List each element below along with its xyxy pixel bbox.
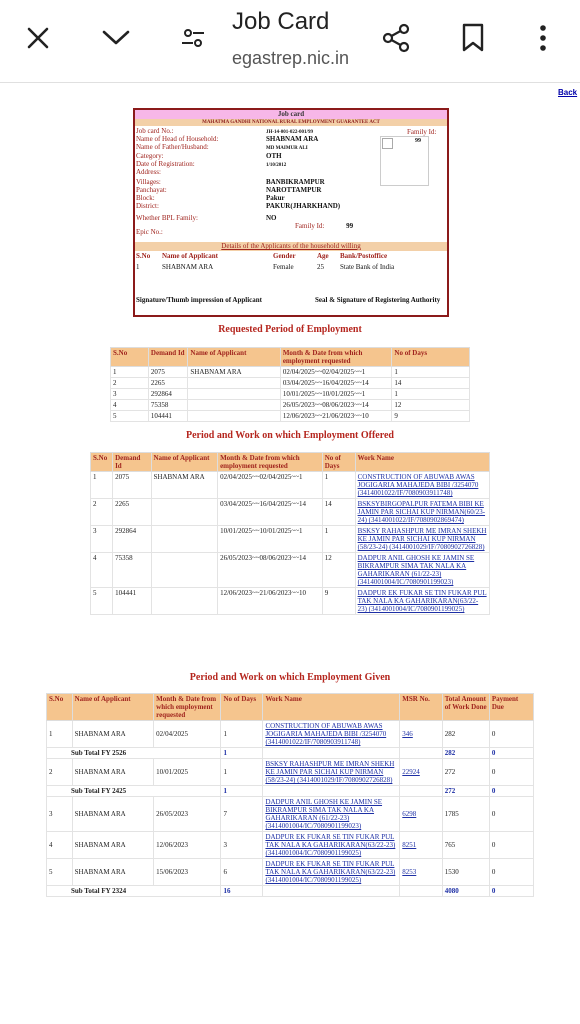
table-cell — [188, 411, 280, 422]
job-card-field — [136, 135, 376, 143]
table-cell: 1 — [111, 367, 149, 378]
broken-image-icon — [382, 138, 393, 149]
field-label: Panchayat: — [136, 186, 167, 194]
table-cell: 6 — [221, 859, 263, 886]
column-header: S.No — [111, 348, 149, 367]
subtotal-row — [47, 786, 534, 797]
offered-work-table — [90, 452, 490, 615]
job-card-field — [136, 186, 376, 194]
table-cell: 7 — [221, 797, 263, 832]
empty-cell — [400, 786, 442, 797]
field-label: Block: — [136, 194, 155, 202]
table-cell: 3 — [221, 832, 263, 859]
close-icon[interactable] — [20, 20, 56, 56]
empty-cell — [263, 786, 400, 797]
table-cell: 2 — [111, 378, 149, 389]
table-cell: 5 — [47, 859, 73, 886]
applicant-cell: SHABNAM ARA — [162, 263, 214, 271]
given-work-table — [46, 693, 534, 897]
table-cell: 3 — [111, 389, 149, 400]
table-header-row — [47, 694, 534, 721]
table-cell — [400, 832, 442, 859]
field-value: PAKUR(JHARKHAND) — [266, 202, 341, 210]
table-cell: 2265 — [148, 378, 187, 389]
requested-period-title: Requested Period of Employment — [218, 324, 362, 335]
work-name-link[interactable]: DADPUR EK FUKAR SE TIN FUKAR PUL TAK NALA KA GAHARIKARAN(63/22-23) (3414001004/IC/7080901199025) — [357, 589, 487, 613]
work-name-link[interactable]: BSKSYBIRGOPALPUR FATEMA BIBI KE JAMIN PAR SICHAI KUP NIRMAN(60/23-24) (3414001022/IF/7080902869474) — [357, 500, 486, 524]
table-row — [111, 400, 470, 411]
field-value: NAROTTAMPUR — [266, 186, 322, 194]
field-value: BANBIKRAMPUR — [266, 178, 325, 186]
applicant-photo — [380, 136, 429, 186]
table-row — [47, 721, 534, 748]
applicant-cell: Female — [273, 263, 294, 271]
table-row — [91, 526, 490, 553]
table-row — [47, 797, 534, 832]
table-cell: 0 — [489, 859, 533, 886]
job-card-field — [136, 202, 376, 210]
table-cell: 0 — [489, 721, 533, 748]
table-cell: 14 — [392, 378, 470, 389]
table-cell: 5 — [111, 411, 149, 422]
applicant-header-cell: Name of Applicant — [162, 252, 218, 260]
field-label: Date of Registration: — [136, 160, 195, 168]
table-cell: 10/01/2025~~10/01/2025~~1 — [280, 389, 392, 400]
msr-link[interactable]: 8253 — [402, 868, 417, 876]
subtotal-amount: 4080 — [442, 886, 489, 897]
table-cell: 1 — [221, 721, 263, 748]
table-cell: 3 — [47, 797, 73, 832]
table-cell — [151, 526, 218, 553]
table-cell: 5 — [91, 588, 113, 615]
offered-work-title: Period and Work on which Employment Offered — [186, 430, 394, 441]
subtotal-label: Sub Total FY 2324 — [47, 886, 221, 897]
table-cell: 12 — [322, 553, 355, 588]
subtotal-label: Sub Total FY 2425 — [47, 786, 221, 797]
table-cell: 15/06/2023 — [154, 859, 221, 886]
share-icon[interactable] — [378, 20, 414, 56]
job-card-field — [136, 152, 376, 160]
table-cell: 4 — [91, 553, 113, 588]
table-cell — [400, 721, 442, 748]
field-value: OTH — [266, 152, 282, 160]
table-cell: 02/04/2025~~02/04/2025~~1 — [218, 472, 323, 499]
table-cell: 282 — [442, 721, 489, 748]
job-card-title: Job card — [135, 110, 447, 119]
table-cell: 1 — [392, 367, 470, 378]
table-cell: 765 — [442, 832, 489, 859]
table-cell: 1785 — [442, 797, 489, 832]
table-cell: 03/04/2025~~16/04/2025~~14 — [218, 499, 323, 526]
table-cell: 1530 — [442, 859, 489, 886]
table-cell: 2075 — [148, 367, 187, 378]
subtotal-row — [47, 886, 534, 897]
applicant-cell: 1 — [136, 263, 140, 271]
table-cell: 104441 — [148, 411, 187, 422]
column-header: Month & Date from which employment requested — [280, 348, 392, 367]
job-card-field — [136, 194, 376, 202]
applicant-cell: State Bank of India — [340, 263, 395, 271]
field-value: JH-14-001-022-001/99 — [266, 130, 313, 135]
table-cell: 9 — [392, 411, 470, 422]
field-label: Whether BPL Family: — [136, 214, 198, 222]
table-cell: 26/05/2023~~08/06/2023~~14 — [280, 400, 392, 411]
table-cell: 12/06/2023~~21/06/2023~~10 — [218, 588, 323, 615]
work-name-link[interactable]: CONSTRUCTION OF ABUWAB AWAS JOGIGARIA MAHAJEDA BIBI /3254070 (3414001022/IF/7080903911748) — [265, 722, 387, 746]
column-header: No of Days — [221, 694, 263, 721]
subtotal-row — [47, 748, 534, 759]
table-row — [91, 472, 490, 499]
subtotal-payment: 0 — [489, 748, 533, 759]
table-cell: 12/06/2023~~21/06/2023~~10 — [280, 411, 392, 422]
table-row — [47, 832, 534, 859]
field-label: Epic No.: — [136, 228, 163, 236]
table-header-row — [111, 348, 470, 367]
page-settings-icon[interactable] — [175, 20, 211, 56]
table-cell: 1 — [47, 721, 73, 748]
work-name-link[interactable]: DADPUR EK FUKAR SE TIN FUKAR PUL TAK NALA KA GAHARIKARAN(63/22-23) (3414001004/IC/7080901199025) — [265, 833, 396, 857]
table-cell: 12/06/2023 — [154, 832, 221, 859]
table-cell: 26/05/2023 — [154, 797, 221, 832]
table-cell: 9 — [322, 588, 355, 615]
field-value: Pakur — [266, 194, 285, 202]
table-cell: 2 — [91, 499, 113, 526]
column-header: Month & Date from which employment requested — [218, 453, 323, 472]
table-cell: 292864 — [148, 389, 187, 400]
table-cell: 2 — [47, 759, 73, 786]
empty-cell — [400, 748, 442, 759]
table-cell — [355, 526, 489, 553]
table-cell — [355, 588, 489, 615]
table-row — [91, 499, 490, 526]
applicants-details-heading: Details of the Applicants of the household willing — [135, 242, 447, 251]
job-card-act: MAHATMA GANDHI NATIONAL RURAL EMPLOYMENT GUARANTEE ACT — [135, 119, 447, 126]
subtotal-amount: 282 — [442, 748, 489, 759]
msr-link[interactable]: 22924 — [402, 768, 420, 776]
table-cell: 03/04/2025~~16/04/2025~~14 — [280, 378, 392, 389]
table-cell — [355, 472, 489, 499]
column-header: Name of Applicant — [72, 694, 154, 721]
table-cell: 0 — [489, 759, 533, 786]
job-card-field — [136, 168, 376, 176]
applicant-header-cell: Gender — [273, 252, 296, 260]
table-cell — [151, 553, 218, 588]
table-cell — [263, 859, 400, 886]
subtotal-days: 1 — [221, 748, 263, 759]
table-cell: 4 — [47, 832, 73, 859]
field-label: Name of Head of Household: — [136, 135, 219, 143]
table-cell — [263, 721, 400, 748]
work-name-link[interactable]: BSKSY RAHASHPUR ME IMRAN SHEKH KE JAMIN PAR SICHAI KUP NIRMAN (58/23-24) (3414001029/IF/7080902726828) — [265, 760, 395, 784]
msr-link[interactable]: 346 — [402, 730, 413, 738]
empty-cell — [263, 886, 400, 897]
table-cell: 292864 — [113, 526, 151, 553]
table-header-row — [91, 453, 490, 472]
table-cell: SHABNAM ARA — [72, 721, 154, 748]
work-name-link[interactable]: DADPUR ANIL GHOSH KE JAMIN SE BIKRAMPUR SIMA TAK NALA KA GAHARIKARAN (61/22-23) (3414001004/IC/7080901199023) — [265, 798, 383, 830]
applicant-header-cell: Age — [317, 252, 329, 260]
job-card-field — [136, 214, 376, 222]
column-header: No of Days — [392, 348, 470, 367]
column-header: Month & Date from which employment requested — [154, 694, 221, 721]
table-cell — [188, 400, 280, 411]
field-label: Job card No.: — [136, 127, 174, 135]
table-cell: 2265 — [113, 499, 151, 526]
column-header: Total Amount of Work Done — [442, 694, 489, 721]
table-row — [111, 411, 470, 422]
table-cell — [263, 797, 400, 832]
applicant-header-cell: Bank/Postoffice — [340, 252, 388, 260]
column-header: S.No — [91, 453, 113, 472]
table-cell: 104441 — [113, 588, 151, 615]
table-cell: 75358 — [148, 400, 187, 411]
msr-link[interactable]: 8251 — [402, 841, 417, 849]
table-cell: 1 — [322, 472, 355, 499]
table-cell: 1 — [91, 472, 113, 499]
column-header: S.No — [47, 694, 73, 721]
field-label: District: — [136, 202, 159, 210]
column-header: Demand Id — [148, 348, 187, 367]
chevron-down-icon[interactable] — [98, 20, 134, 56]
applicant-signature-label: Signature/Thumb impression of Applicant — [136, 296, 262, 304]
requested-period-table — [110, 347, 470, 422]
column-header: Work Name — [263, 694, 400, 721]
empty-cell — [400, 886, 442, 897]
column-header: Name of Applicant — [151, 453, 218, 472]
table-cell — [400, 797, 442, 832]
table-cell — [151, 499, 218, 526]
table-cell: 1 — [221, 759, 263, 786]
table-cell: 02/04/2025~~02/04/2025~~1 — [280, 367, 392, 378]
column-header: Name of Applicant — [188, 348, 280, 367]
family-id-bottom: Family Id: 99 — [295, 222, 354, 230]
applicant-cell: 25 — [317, 263, 324, 271]
job-card-field — [136, 178, 376, 186]
subtotal-amount: 272 — [442, 786, 489, 797]
table-cell — [355, 553, 489, 588]
field-label: Name of Father/Husband: — [136, 143, 209, 151]
table-cell: 2075 — [113, 472, 151, 499]
bookmark-icon[interactable] — [455, 20, 491, 56]
table-cell: 75358 — [113, 553, 151, 588]
table-cell: SHABNAM ARA — [188, 367, 280, 378]
table-row — [111, 367, 470, 378]
field-label: Category: — [136, 152, 164, 160]
table-cell — [263, 759, 400, 786]
table-row — [91, 588, 490, 615]
column-header: No of Days — [322, 453, 355, 472]
table-cell: 1 — [322, 526, 355, 553]
table-cell: 3 — [91, 526, 113, 553]
table-cell: 02/04/2025 — [154, 721, 221, 748]
table-row — [111, 378, 470, 389]
table-cell — [355, 499, 489, 526]
column-header: Demand Id — [113, 453, 151, 472]
table-cell: 10/01/2025~~10/01/2025~~1 — [218, 526, 323, 553]
table-cell: 14 — [322, 499, 355, 526]
table-cell — [400, 759, 442, 786]
back-link[interactable]: Back — [558, 88, 578, 97]
given-work-title: Period and Work on which Employment Given — [189, 672, 391, 683]
field-label: Address: — [136, 168, 161, 176]
table-cell: SHABNAM ARA — [72, 759, 154, 786]
family-id-top: Family Id: 99 — [407, 128, 437, 144]
table-cell: SHABNAM ARA — [72, 797, 154, 832]
table-cell — [400, 859, 442, 886]
table-cell — [188, 389, 280, 400]
table-cell: 12 — [392, 400, 470, 411]
authority-signature-label: Seal & Signature of Registering Authority — [315, 296, 441, 304]
work-name-link[interactable]: BSKSY RAHASHPUR ME IMRAN SHEKH KE JAMIN PAR SICHAI KUP NIRMAN (58/23-24) (3414001029/IF/7080902726828) — [357, 527, 487, 551]
table-cell: 1 — [392, 389, 470, 400]
subtotal-label: Sub Total FY 2526 — [47, 748, 221, 759]
table-cell: 272 — [442, 759, 489, 786]
table-cell: 10/01/2025 — [154, 759, 221, 786]
field-label: Villages: — [136, 178, 161, 186]
table-row — [47, 759, 534, 786]
msr-link[interactable]: 6298 — [402, 810, 417, 818]
job-card — [133, 108, 449, 317]
page-url[interactable]: egastrep.nic.in — [232, 48, 350, 68]
page-title: Job Card — [232, 8, 330, 35]
work-name-link[interactable]: DADPUR ANIL GHOSH KE JAMIN SE BIKRAMPUR SIMA TAK NALA KA GAHARIKARAN (61/22-23) (3414001004/IC/7080901199023) — [357, 554, 475, 586]
work-name-link[interactable]: DADPUR EK FUKAR SE TIN FUKAR PUL TAK NALA KA GAHARIKARAN(63/22-23) (3414001004/IC/7080901199025) — [265, 860, 396, 884]
column-header: Work Name — [355, 453, 489, 472]
table-row — [111, 389, 470, 400]
more-vert-icon[interactable] — [525, 20, 561, 56]
table-cell: SHABNAM ARA — [72, 859, 154, 886]
empty-cell — [263, 748, 400, 759]
field-value: SHABNAM ARA — [266, 135, 319, 143]
table-cell: 0 — [489, 832, 533, 859]
subtotal-payment: 0 — [489, 786, 533, 797]
table-cell — [263, 832, 400, 859]
field-value: 1/10/2012 — [266, 163, 287, 168]
column-header: MSR No. — [400, 694, 442, 721]
field-value: NO — [266, 214, 277, 222]
table-row — [47, 859, 534, 886]
table-cell — [188, 378, 280, 389]
table-cell: 4 — [111, 400, 149, 411]
work-name-link[interactable]: CONSTRUCTION OF ABUWAB AWAS JOGIGARIA MAHAJEDA BIBI /3254070 (3414001022/IF/7080903911748) — [357, 473, 479, 497]
subtotal-days: 1 — [221, 786, 263, 797]
subtotal-payment: 0 — [489, 886, 533, 897]
table-cell: 26/05/2023~~08/06/2023~~14 — [218, 553, 323, 588]
table-cell — [151, 588, 218, 615]
field-value: MD MAIMUR ALI — [266, 146, 308, 151]
table-cell: 0 — [489, 797, 533, 832]
subtotal-days: 16 — [221, 886, 263, 897]
browser-toolbar — [0, 0, 580, 83]
table-cell: SHABNAM ARA — [151, 472, 218, 499]
column-header: Payment Due — [489, 694, 533, 721]
applicant-header-cell: S.No — [136, 252, 151, 260]
table-row — [91, 553, 490, 588]
table-cell: SHABNAM ARA — [72, 832, 154, 859]
